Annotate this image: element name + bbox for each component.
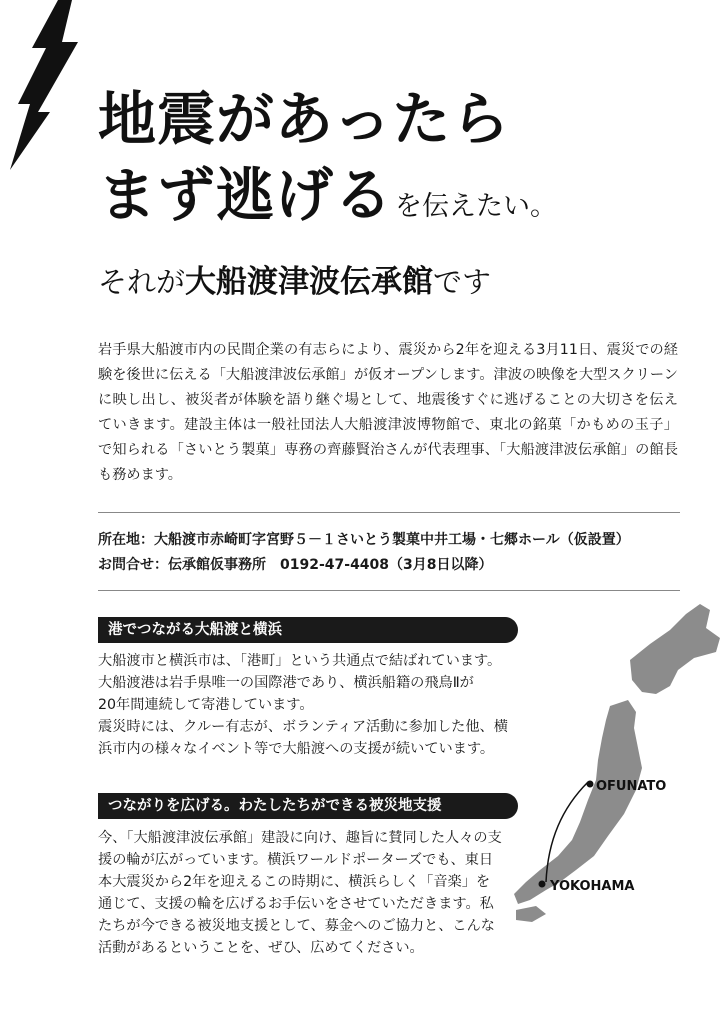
section-line: 20年間連続して寄港しています。 bbox=[98, 697, 314, 713]
headline-line-2 bbox=[98, 148, 557, 232]
yokohama-marker bbox=[539, 881, 546, 888]
lightning-bolt-graphic bbox=[0, 0, 90, 170]
map-hokkaido bbox=[630, 604, 720, 694]
location-text: 所在地：大船渡市赤崎町字宮野５－１さいとう製菓中井工場・七郷ホール（仮設置） bbox=[98, 532, 630, 548]
ofunato-label: OFUNATO bbox=[596, 779, 667, 794]
divider-bottom bbox=[98, 590, 680, 591]
section-title-support: つながりを広げる。わたしたちができる被災地支援 bbox=[98, 793, 518, 819]
divider-top bbox=[98, 512, 680, 513]
contact-text: お問合せ：伝承館仮事務所 0192-47-4408（3月8日以降） bbox=[98, 557, 493, 573]
info-block bbox=[98, 528, 688, 578]
ofunato-marker bbox=[587, 781, 594, 788]
subheadline-facility: 大船渡津波伝承館 bbox=[185, 264, 434, 300]
map-honshu bbox=[514, 700, 642, 904]
section-body-support bbox=[98, 827, 502, 959]
section-title-port: 港でつながる大船渡と横浜 bbox=[98, 617, 518, 643]
headline-line-1: 地震があったら bbox=[98, 85, 511, 153]
headline-strong: まず逃げる bbox=[98, 161, 394, 229]
headline-suffix: を伝えたい。 bbox=[395, 191, 558, 222]
section-line: 震災時には、クルー有志が、ボランティア活動に参加した他、横 bbox=[98, 719, 508, 735]
section-line: 浜市内の様々なイベント等で大船渡への支援が続いています。 bbox=[98, 741, 495, 757]
section-line: 通じて、支援の輪を広げるお手伝いをさせていただきます。私 bbox=[98, 896, 494, 912]
section-line: 援の輪が広がっています。横浜ワールドポーターズでも、東日 bbox=[98, 852, 494, 868]
subheadline-suffix: です bbox=[433, 265, 492, 299]
section-line: 大船渡市と横浜市は、「港町」という共通点で結ばれています。 bbox=[98, 653, 502, 669]
section-line: たちが今できる被災地支援として、募金へのご協力と、こんな bbox=[98, 918, 495, 934]
section-body-port bbox=[98, 650, 508, 760]
intro-paragraph: 岩手県大船渡市内の民間企業の有志らにより、震災から2年を迎える3月11日、震災での経験を後世に伝える「大船渡津波伝承館」が仮オープンします。津波の映像を大型スクリーンに映し出し、被災者が体験を語り継ぐ場として、地震後すぐに逃げることの大切さを伝えていきます。建設主体は一般社団法人大船渡津波博物館で、東北の銘菓「かもめの玉子」で知られる「さいとう製菓」専務の齊藤賢治さんが代表理事、「大船渡津波伝承館」の館長も務めます。 bbox=[98, 342, 678, 483]
section-line: 今、「大船渡津波伝承館」建設に向け、趣旨に賛同した人々の支 bbox=[98, 830, 502, 846]
yokohama-label: YOKOHAMA bbox=[550, 879, 635, 894]
section-line: 活動があるということを、ぜひ、広めてください。 bbox=[98, 940, 424, 956]
japan-map bbox=[510, 600, 724, 990]
map-shikoku bbox=[516, 906, 546, 922]
subheadline-prefix: それが bbox=[98, 265, 186, 299]
subheadline bbox=[98, 256, 491, 301]
section-line: 本大震災から2年を迎えるこの時期に、横浜らしく「音楽」を bbox=[98, 874, 491, 890]
section-line: 大船渡港は岩手県唯一の国際港であり、横浜船籍の飛鳥Ⅱが bbox=[98, 675, 474, 691]
